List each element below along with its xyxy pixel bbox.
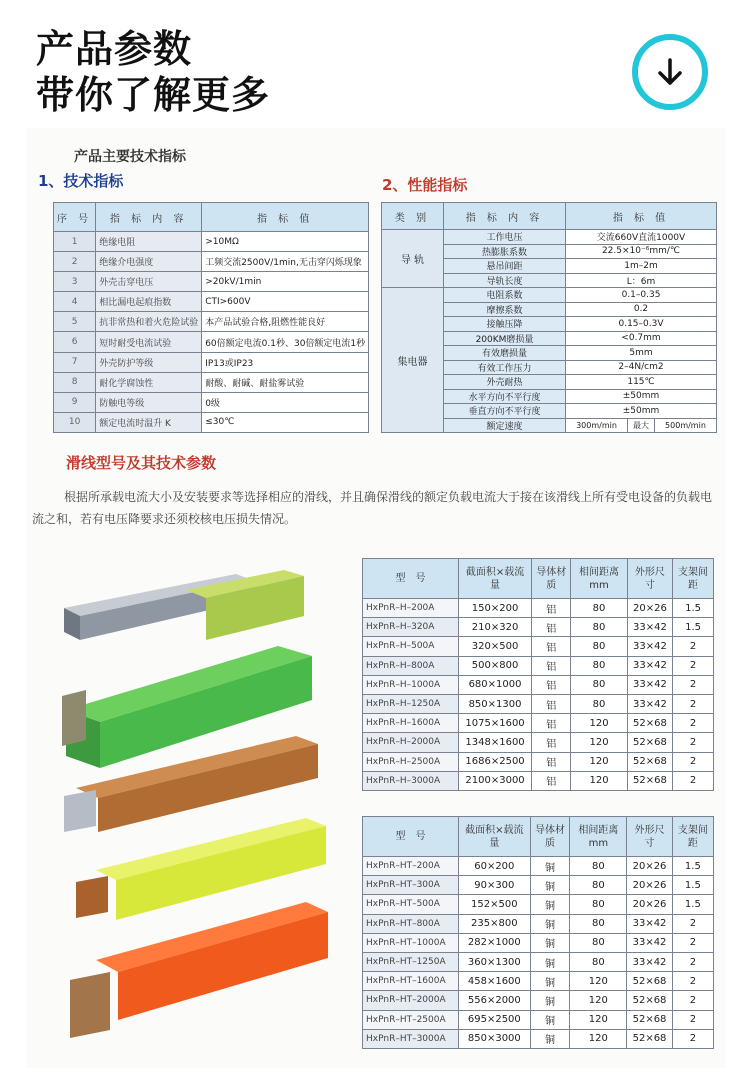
section-cell: 282×1000 (459, 933, 531, 952)
category-cell: 导 轨 (382, 230, 444, 288)
table-row (363, 752, 714, 771)
table-row (54, 372, 369, 392)
speed-label: 最大 (628, 418, 655, 433)
model-cell: HxPnR–HT–200A (363, 857, 459, 876)
section-cell: 360×1300 (459, 952, 531, 971)
bracket-cell: 1.5 (672, 857, 713, 876)
table-row (382, 230, 717, 245)
rail-aluminum-green (64, 570, 304, 640)
size-cell: 52×68 (627, 752, 672, 771)
tech-spec-heading: 1、技术指标 (38, 172, 124, 190)
spec-item: 相比漏电起痕指数 (96, 292, 202, 312)
model-cell: HxPnR–H–800A (363, 656, 459, 675)
section-cell: 695×2500 (459, 1010, 531, 1029)
col-header: 截面积×载流量 (459, 559, 532, 599)
table-row (54, 392, 369, 412)
bracket-cell: 2 (672, 1029, 713, 1048)
category-cell: 集电器 (382, 288, 444, 433)
perf-item: 水平方向不平行度 (444, 389, 566, 404)
spec-item: 绝缘介电强度 (96, 252, 202, 272)
table-row (363, 1029, 714, 1048)
size-cell: 33×42 (627, 952, 673, 971)
table-row (54, 352, 369, 372)
size-cell: 20×26 (627, 599, 672, 618)
spec-value: >20kV/1min (202, 272, 369, 292)
perf-item: 外壳耐热 (444, 375, 566, 390)
bracket-cell: 2 (672, 914, 713, 933)
model-cell: HxPnR–HT–2500A (363, 1010, 459, 1029)
material-cell: 铝 (532, 675, 571, 694)
intro-paragraph: 根据所承载电流大小及安装要求等选择相应的滑线，并且确保滑线的额定负载电流大于接在该滑线上所有受电设备的负载电流之和，若有电压降要求还须校核电压损失情况。 (32, 490, 713, 526)
spec-item: 外壳防护等级 (96, 352, 202, 372)
table-row (363, 771, 714, 790)
perf-value: 5mm (566, 346, 717, 361)
col-header: 相间距离mm (571, 559, 627, 599)
row-number: 6 (54, 332, 96, 352)
size-cell: 52×68 (627, 1010, 673, 1029)
main-spec-heading: 产品主要技术指标 (74, 149, 186, 165)
size-cell: 52×68 (627, 714, 672, 733)
speed-min: 300m/min (566, 418, 628, 433)
spacing-cell: 120 (570, 972, 627, 991)
table-row (363, 914, 714, 933)
table-row (54, 332, 369, 352)
material-cell: 铝 (532, 771, 571, 790)
spacing-cell: 80 (570, 895, 627, 914)
bracket-cell: 2 (672, 933, 713, 952)
material-cell: 铝 (532, 637, 571, 656)
spacing-cell: 80 (570, 914, 627, 933)
perf-spec-heading: 2、性能指标 (382, 176, 468, 194)
col-header: 指 标 内 容 (444, 203, 566, 230)
row-number: 10 (54, 412, 96, 432)
table-row (363, 933, 714, 952)
bracket-cell: 1.5 (673, 618, 714, 637)
rail-orange (70, 902, 328, 1038)
spec-value: IP13或IP23 (202, 352, 369, 372)
col-header: 型 号 (363, 559, 459, 599)
col-header: 类 别 (382, 203, 444, 230)
table-row (54, 272, 369, 292)
table-row (363, 991, 714, 1010)
table-row (363, 618, 714, 637)
size-cell: 33×42 (627, 694, 672, 713)
spec-value: ≤30℃ (202, 412, 369, 432)
perf-value: 0.2 (566, 302, 717, 317)
material-cell: 铜 (530, 933, 570, 952)
size-cell: 52×68 (627, 733, 672, 752)
material-cell: 铜 (530, 1010, 570, 1029)
material-cell: 铜 (530, 895, 570, 914)
title-line-1: 产品参数 (36, 27, 193, 71)
col-header: 指 标 内 容 (96, 203, 202, 232)
rail-illustration (56, 560, 356, 1060)
perf-value: 0.1–0.35 (566, 288, 717, 303)
spacing-cell: 120 (571, 752, 627, 771)
perf-value: ±50mm (566, 404, 717, 419)
table-row (363, 656, 714, 675)
table-row (54, 312, 369, 332)
spec-item: 外壳击穿电压 (96, 272, 202, 292)
bracket-cell: 2 (673, 694, 714, 713)
section-cell: 1348×1600 (459, 733, 532, 752)
col-header: 型 号 (363, 817, 459, 857)
table-row (363, 1010, 714, 1029)
size-cell: 52×68 (627, 1029, 673, 1048)
copper-rail-table (362, 816, 714, 1049)
table-row (363, 714, 714, 733)
col-header: 导体材质 (530, 817, 570, 857)
table-row (363, 857, 714, 876)
row-number: 1 (54, 232, 96, 252)
table-row (54, 232, 369, 252)
spec-value: >10MΩ (202, 232, 369, 252)
bracket-cell: 2 (673, 771, 714, 790)
col-header: 截面积×载流量 (459, 817, 531, 857)
bracket-cell: 2 (673, 752, 714, 771)
spacing-cell: 80 (571, 618, 627, 637)
spacing-cell: 120 (571, 771, 627, 790)
col-header: 支架间距 (673, 559, 714, 599)
section-cell: 850×1300 (459, 694, 532, 713)
table-row (363, 876, 714, 895)
perf-item: 200KM磨损量 (444, 331, 566, 346)
material-cell: 铝 (532, 714, 571, 733)
model-cell: HxPnR–HT–800A (363, 914, 459, 933)
perf-item: 有效工作压力 (444, 360, 566, 375)
model-cell: HxPnR–HT–1250A (363, 952, 459, 971)
col-header: 指 标 值 (202, 203, 369, 232)
section-cell: 90×300 (459, 876, 531, 895)
material-cell: 铝 (532, 599, 571, 618)
table-row (363, 599, 714, 618)
bracket-cell: 2 (672, 991, 713, 1010)
perf-item: 摩擦系数 (444, 302, 566, 317)
bracket-cell: 2 (673, 675, 714, 694)
material-cell: 铜 (530, 991, 570, 1010)
model-cell: HxPnR–HT–500A (363, 895, 459, 914)
table-row (363, 694, 714, 713)
table-row (363, 952, 714, 971)
model-cell: HxPnR–H–2500A (363, 752, 459, 771)
model-cell: HxPnR–H–1600A (363, 714, 459, 733)
section-cell: 152×500 (459, 895, 531, 914)
row-number: 7 (54, 352, 96, 372)
size-cell: 33×42 (627, 914, 673, 933)
size-cell: 52×68 (627, 771, 672, 790)
table-row (54, 412, 369, 432)
spacing-cell: 120 (570, 991, 627, 1010)
rail-yellow (76, 818, 326, 920)
perf-item: 接触压降 (444, 317, 566, 332)
table-row (54, 292, 369, 312)
bracket-cell: 2 (673, 714, 714, 733)
model-cell: HxPnR–H–500A (363, 637, 459, 656)
size-cell: 52×68 (627, 991, 673, 1010)
col-header: 序 号 (54, 203, 96, 232)
section-cell: 850×3000 (459, 1029, 531, 1048)
size-cell: 33×42 (627, 637, 672, 656)
spacing-cell: 120 (570, 1029, 627, 1048)
row-number: 2 (54, 252, 96, 272)
row-number: 4 (54, 292, 96, 312)
perf-value: <0.7mm (566, 331, 717, 346)
aluminum-rail-table (362, 558, 714, 791)
spec-value: CTI>600V (202, 292, 369, 312)
perf-item: 有效磨损量 (444, 346, 566, 361)
section-cell: 458×1600 (459, 972, 531, 991)
perf-item: 额定速度 (444, 418, 566, 433)
perf-value: 1m–2m (566, 259, 717, 274)
spacing-cell: 80 (570, 876, 627, 895)
table-row (54, 252, 369, 272)
material-cell: 铜 (530, 1029, 570, 1048)
col-header: 指 标 值 (566, 203, 717, 230)
bracket-cell: 2 (672, 1010, 713, 1029)
model-cell: HxPnR–HT–300A (363, 876, 459, 895)
section-cell: 556×2000 (459, 991, 531, 1010)
material-cell: 铜 (530, 914, 570, 933)
spacing-cell: 80 (571, 675, 627, 694)
spacing-cell: 80 (570, 952, 627, 971)
row-number: 3 (54, 272, 96, 292)
perf-value: ±50mm (566, 389, 717, 404)
model-cell: HxPnR–H–2000A (363, 733, 459, 752)
bracket-cell: 2 (673, 637, 714, 656)
spacing-cell: 80 (570, 933, 627, 952)
section-cell: 235×800 (459, 914, 531, 933)
bracket-cell: 2 (672, 972, 713, 991)
spacing-cell: 80 (571, 656, 627, 675)
row-number: 9 (54, 392, 96, 412)
spec-item: 短时耐受电流试验 (96, 332, 202, 352)
perf-value: 交流660V直流1000V (566, 230, 717, 245)
spec-value: 0级 (202, 392, 369, 412)
bracket-cell: 2 (673, 733, 714, 752)
bracket-cell: 1.5 (673, 599, 714, 618)
section-cell: 320×500 (459, 637, 532, 656)
spec-value: 耐酸、耐碱、耐盐雾试验 (202, 372, 369, 392)
table-row (363, 637, 714, 656)
perf-value: 22.5×10⁻⁶mm/℃ (566, 244, 717, 259)
perf-value: L：6m (566, 273, 717, 288)
page-title (36, 26, 270, 118)
spec-value: 工频交流2500V/1min,无击穿闪烁现象 (202, 252, 369, 272)
model-cell: HxPnR–H–1000A (363, 675, 459, 694)
rail-models-heading: 滑线型号及其技术参数 (66, 454, 217, 472)
section-cell: 210×320 (459, 618, 532, 637)
size-cell: 33×42 (627, 675, 672, 694)
material-cell: 铝 (532, 752, 571, 771)
model-cell: HxPnR–HT–1600A (363, 972, 459, 991)
arrow-down-icon (652, 54, 688, 90)
size-cell: 20×26 (627, 876, 673, 895)
tech-spec-table (53, 202, 369, 433)
speed-max: 500m/min (654, 418, 716, 433)
table-row (363, 733, 714, 752)
spec-item: 绝缘电阻 (96, 232, 202, 252)
row-number: 8 (54, 372, 96, 392)
spacing-cell: 120 (571, 714, 627, 733)
perf-item: 悬吊间距 (444, 259, 566, 274)
material-cell: 铝 (532, 694, 571, 713)
section-cell: 500×800 (459, 656, 532, 675)
spacing-cell: 80 (570, 857, 627, 876)
perf-value: 115℃ (566, 375, 717, 390)
material-cell: 铝 (532, 618, 571, 637)
material-cell: 铝 (532, 656, 571, 675)
size-cell: 33×42 (627, 656, 672, 675)
col-header: 外形尺寸 (627, 817, 673, 857)
table-row (363, 895, 714, 914)
bracket-cell: 2 (673, 656, 714, 675)
material-cell: 铜 (530, 952, 570, 971)
spec-item: 抗非常热和着火危险试验 (96, 312, 202, 332)
spacing-cell: 80 (571, 599, 627, 618)
spacing-cell: 80 (571, 694, 627, 713)
bracket-cell: 1.5 (672, 876, 713, 895)
model-cell: HxPnR–H–320A (363, 618, 459, 637)
model-cell: HxPnR–HT–2000A (363, 991, 459, 1010)
size-cell: 33×42 (627, 933, 673, 952)
scroll-down-button[interactable] (632, 34, 708, 110)
material-cell: 铜 (530, 972, 570, 991)
section-cell: 60×200 (459, 857, 531, 876)
model-cell: HxPnR–HT–1000A (363, 933, 459, 952)
model-cell: HxPnR–HT–3000A (363, 1029, 459, 1048)
model-cell: HxPnR–H–1250A (363, 694, 459, 713)
section-cell: 680×1000 (459, 675, 532, 694)
material-cell: 铜 (530, 876, 570, 895)
table-row (363, 972, 714, 991)
material-cell: 铝 (532, 733, 571, 752)
row-number: 5 (54, 312, 96, 332)
size-cell: 33×42 (627, 618, 672, 637)
perf-item: 电阻系数 (444, 288, 566, 303)
spacing-cell: 120 (570, 1010, 627, 1029)
size-cell: 20×26 (627, 857, 673, 876)
perf-item: 热膨胀系数 (444, 244, 566, 259)
size-cell: 20×26 (627, 895, 673, 914)
section-cell: 1075×1600 (459, 714, 532, 733)
model-cell: HxPnR–H–3000A (363, 771, 459, 790)
spacing-cell: 120 (571, 733, 627, 752)
material-cell: 铜 (530, 857, 570, 876)
perf-item: 导轨长度 (444, 273, 566, 288)
perf-value: 0.15–0.3V (566, 317, 717, 332)
spec-item: 额定电流时温升 K (96, 412, 202, 432)
perf-spec-table (381, 202, 717, 433)
col-header: 导体材质 (532, 559, 571, 599)
table-row (363, 675, 714, 694)
bracket-cell: 1.5 (672, 895, 713, 914)
perf-item: 垂直方向不平行度 (444, 404, 566, 419)
spacing-cell: 80 (571, 637, 627, 656)
table-row (382, 288, 717, 303)
spec-item: 防触电等级 (96, 392, 202, 412)
spec-item: 耐化学腐蚀性 (96, 372, 202, 392)
section-cell: 1686×2500 (459, 752, 532, 771)
col-header: 外形尺寸 (627, 559, 672, 599)
model-cell: HxPnR–H–200A (363, 599, 459, 618)
section-cell: 150×200 (459, 599, 532, 618)
col-header: 支架间距 (672, 817, 713, 857)
perf-item: 工作电压 (444, 230, 566, 245)
perf-value: 2–4N/cm2 (566, 360, 717, 375)
col-header: 相间距离mm (570, 817, 627, 857)
spec-value: 60倍额定电流0.1秒、30倍额定电流1秒 (202, 332, 369, 352)
bracket-cell: 2 (672, 952, 713, 971)
spec-value: 本产品试验合格,阻燃性能良好 (202, 312, 369, 332)
size-cell: 52×68 (627, 972, 673, 991)
title-line-2: 带你了解更多 (36, 73, 271, 117)
section-cell: 2100×3000 (459, 771, 532, 790)
